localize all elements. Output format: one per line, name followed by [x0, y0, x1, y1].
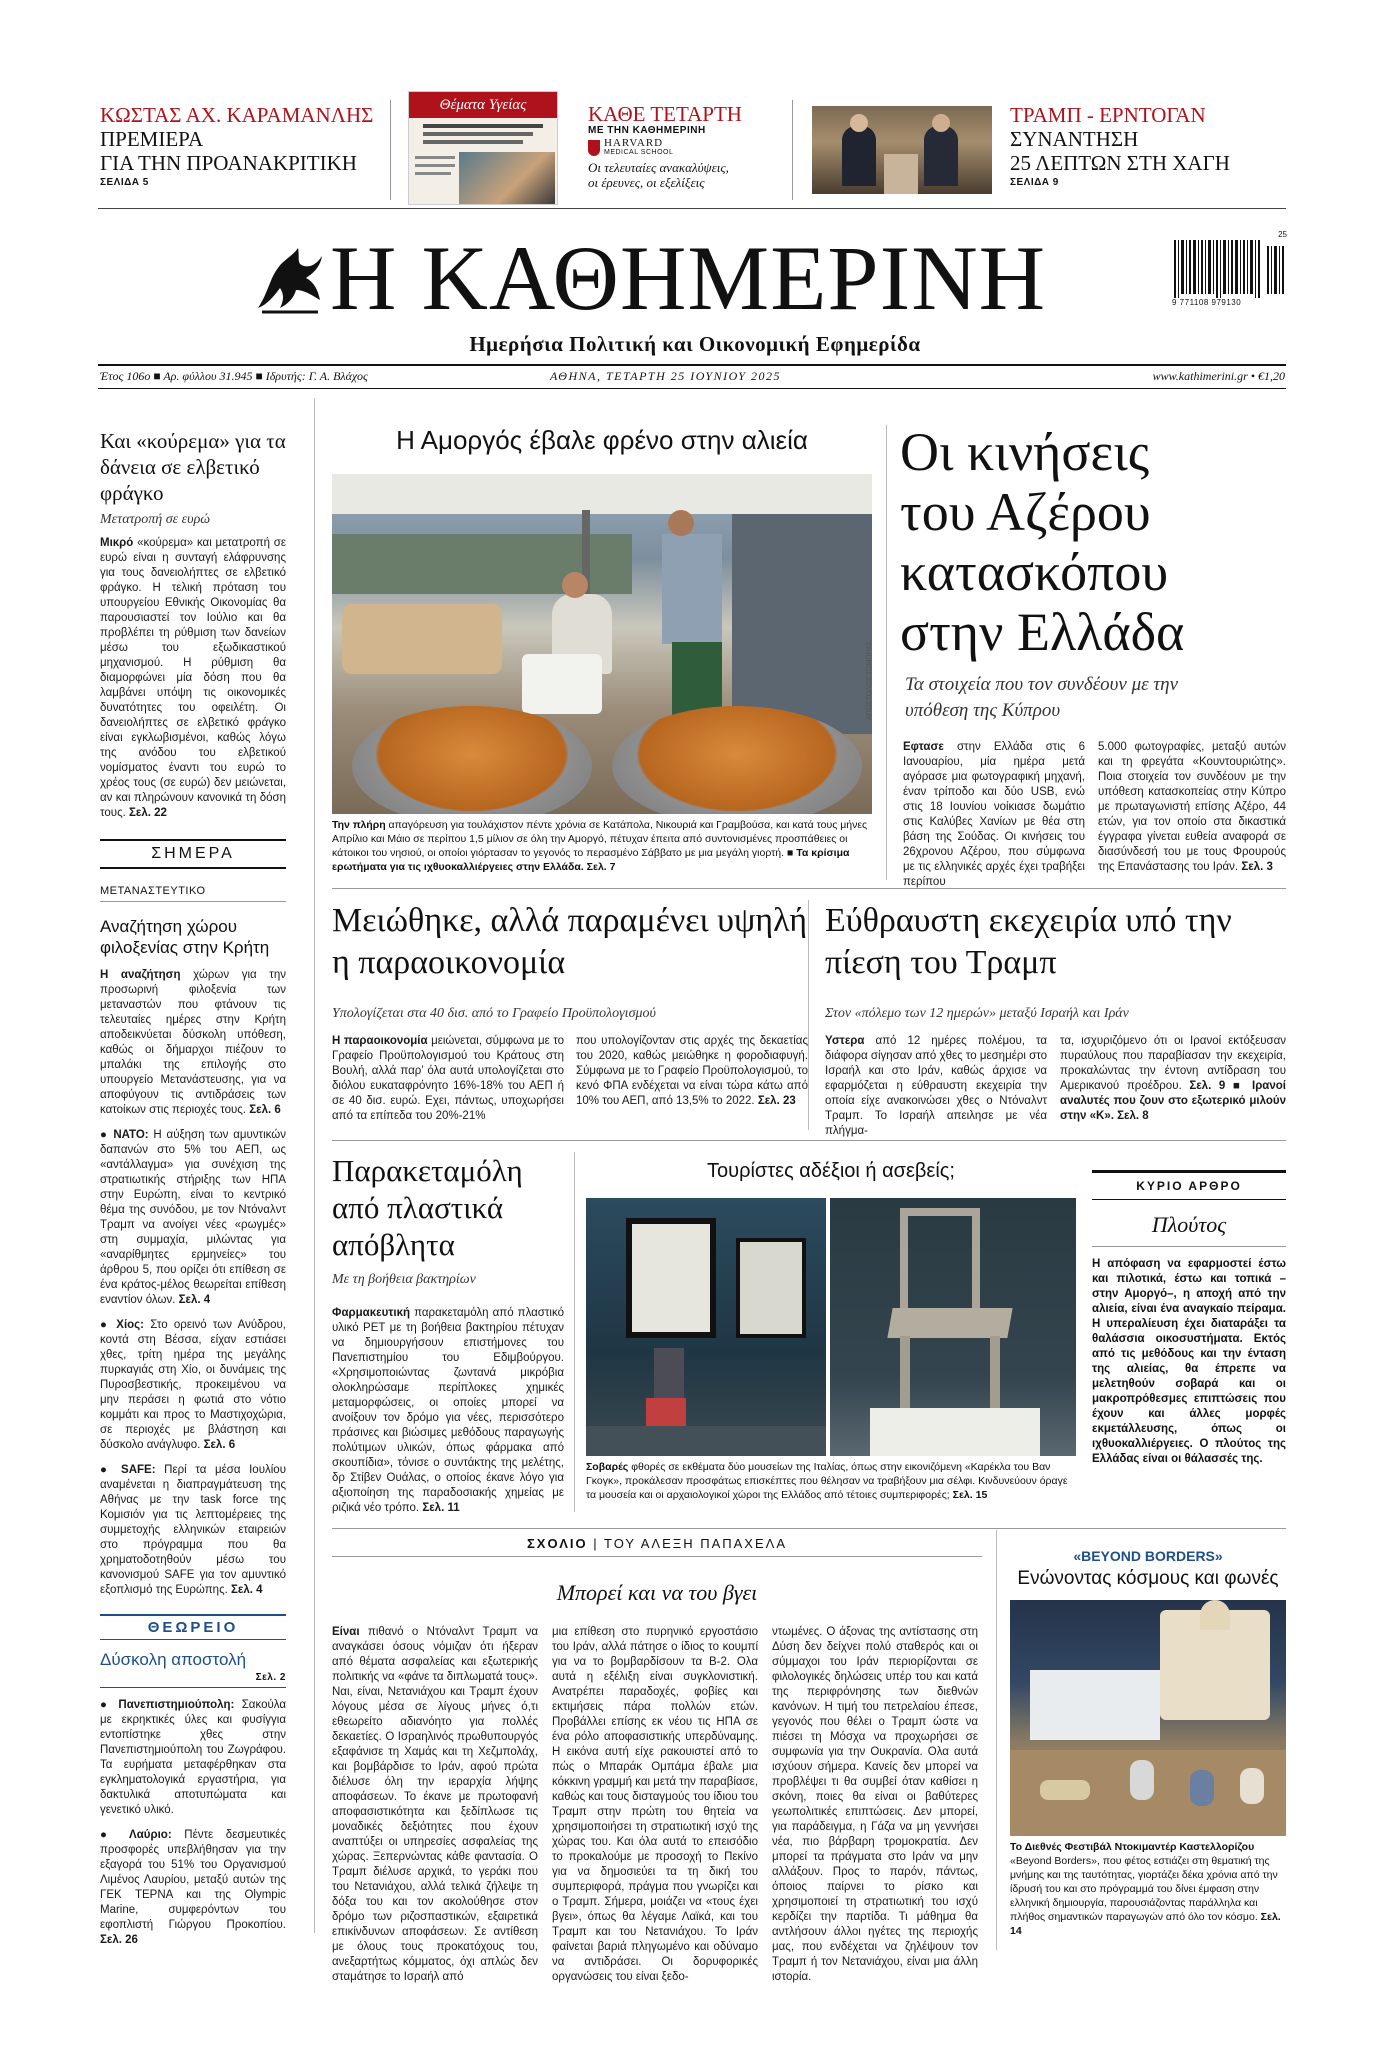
comment-col2: μια επίθεση στο πυρηνικό εργοστάσιο του Ιράν, αλλά πάτησε ο ίδιος το κουμπί για να το βομβαρδίσουν τα B-2. Ολα αυτά η εξέλιξη είναι συγκλονιστική. Ανατρέπει παραδοχές, φοβίες και εκτιμήσεις πάρα πολλών ετών. Προβάλλει επίσης εκ νέου τις ΗΠΑ σε ένα ρόλο αποφασιστικής υπερδύναμης. Η εικόνα αυτή είχε ρακουιστεί από το πώς ο Μπαράκ Ομπάμα έβαλε μια κόκκινη γραμμή και μετά την παραβίασε, καθώς και τους δισταγμούς του ίδιου του Τραμπ στην πρώτη του θητεία να χρησιμοποιήσει τη στρατιωτική ισχύ της χώρας του. Και όλα αυτά το επεισόδιο το προκαλούμε με προσοχή το Πεκίνο για να δημοσιεύει τα τη δική του συμπεριφορά, πράγμα που γνωρίζει και ο Τραμπ. Σήμερα, μοιάζει να «τους έχει βγει», όπως θα λέγαμε Λαϊκά, και του Τραμπ και του Νετανιάχου. Το Ιράν φαίνεται βαριά πληγωμένο και οδύναμο να αντιδράσει. Οι δορυφορικές οργανώσεις του είναι ξεδο- — [552, 1626, 758, 1983]
theorio-ref: Σελ. 2 — [255, 1672, 286, 1683]
paraoik-body-col2: που υπολογίζονταν στις αρχές της δεκαετίας του 2020, καθώς μειώθηκε η φοροδιαφυγή. Σύμφωνα με το Γραφείο Προϋπολογισμού, το κενό ΦΠΑ ενδέχεται να είναι τώρα κάτω από 10% του ΑΕΠ, από 13,5% το 2022. Σελ. 23 — [576, 1035, 808, 1107]
harvard-brand-sub: MEDICAL SCHOOL — [604, 149, 674, 156]
beyond-label: «BEYOND BORDERS» — [1073, 1548, 1223, 1564]
amorgos-headline[interactable]: Η Αμοργός έβαλε φρένο στην αλιεία — [396, 425, 808, 455]
magazine-cover-masthead: Θέματα Υγείας — [409, 92, 557, 118]
ekexeiria-headline[interactable]: Εύθραυστη εκεχειρία υπό την πίεση του Τραμπ — [825, 902, 1232, 981]
tourists-caption: Σοβαρές φθορές σε εκθέματα δύο μουσείων της Ιταλίας, όπως στην εικονιζόμενη «Καρέκλα του Βαν Γκογκ», προκάλεσαν προσφάτως επισκέπτες που θέλησαν να τραβήξουν μια σέλφι. Κινδυνεύουν όραγε τα μουσεία και οι αρχαιολογικοί χώροι της Ελλάδος από τέτοιες συμπεριφορές; Σελ. 15 — [586, 1461, 1068, 1501]
azeri-kicker: Τα στοιχεία που τον συνδέουν με την υπόθεση της Κύπρου — [905, 674, 1179, 721]
paraoik-kicker: Υπολογίζεται στα 40 δισ. από το Γραφείο Προϋπολογισμού — [332, 1006, 656, 1021]
paraoik-body-col1: Η παραοικονομία μειώνεται, σύμφωνα με το Γραφείο Προϋπολογισμού του Κράτους στη Βουλή, αλλά παρ’ όλα αυτά υπολογίζεται στο διόλου ευκαταφρόνητο 16%-18% του ΑΕΠ ή σε 40 δισ. ευρώ. Εχει, πάντως, υποχωρήσει από τα επίπεδα του 20%-21% — [332, 1035, 565, 1122]
story-headline[interactable]: Και «κούρεμα» για τα δάνεια σε ελβετικό φράγκο — [100, 429, 286, 505]
teaser-karamanlis[interactable] — [100, 103, 380, 198]
price-url: www.kathimerini.gr • €1,20 — [1152, 369, 1285, 383]
barcode-issue: 25 — [1278, 230, 1287, 239]
azeri-body-col1: Εφτασε στην Ελλάδα στις 6 Ιανουαρίου, μία ημέρα μετά αγόρασε μια φωτογραφική μηχανή, έναν τρίποδο και δύο USB, ενώ στις 18 Ιουνίου νοίκιασε δωμάτιο στις Καλύβες Χανίων με θέα στη βάση της Σούδας. Οι κινήσεις του 26χρονου Αζέρου, που σύμφωνα με τις ελληνικές αρχές έχει τραβήξει περίπου — [903, 741, 1085, 888]
festival-photo — [1010, 1600, 1286, 1836]
comment-col1: Είναι πιθανό ο Ντόναλντ Τραμπ να αναγκάσει όσους νόμιζαν ότι ήξεραν από θέματα ασφαλείας και εξωτερικής πολιτικής να «φάνε τα διπλωματά τους». Ναι, είναι, Νετανιάχου και Τραμπ έχουν λόγους μέσα σε λίγους μήνες ό,τι εθεωρείτο αδιανόητο για πολλές δεκαετίες. Ο Ισραηλινός πρωθυπουργός εξαφάνισε τη Χαμάς και τη Χεζμπολάχ, και βομβάρδισε το Ιράν, αφού πρώτα διέλυσε όλη την ιεραρχία λήψης αποφάσεων. Το έκανε με πρωτοφανή αποφασιστικότητα και ξεδίπλωσε τις μοναδικές δεξιότητες που έχουν αναπτύξει οι υπηρεσίες ασφαλείας της χώρας. Ξεπερνώντας κάθε φαντασία. Ο Τραμπ διέλυσε αρχικά, το γεράκι που του Νετανιάχου, αλλά τελικά ζήλεψε τη δόξα του και τον ακολούθησε στον δρόμο των ριζοσπαστικών, εξαιρετικά επικίνδυνων αποφάσεων. Σε αντίθεση με όλους τους προκατόχους του, ανεξαρτήτως κόμματος, όχι απλώς δεν σταμάτησε το Ισραήλ από — [332, 1626, 538, 1983]
teaser-title: ΚΑΘΕ ΤΕΤΑΡΤΗ — [588, 102, 742, 126]
masthead-tagline: Ημερήσια Πολιτική και Οικονομική Εφημερίδα — [469, 332, 921, 356]
tourists-headline[interactable]: Τουρίστες αδέξιοι ή ασεβείς; — [707, 1160, 955, 1182]
news-bullet: ● SAFE: Περί τα μέσα Ιουλίου αναμένεται η διαπραγμάτευση της Αθήνας με την task force της Κομισιόν για τις λεπτομέρειες της συμμετοχής ελληνικών εταιρειών στο πρόγραμμα που θα χρηματοδοτηθούν μέσω του κανονισμού SAFE για τον αμυντικό εξοπλισμό της Ευρώπης. Σελ. 4 — [100, 1464, 286, 1596]
trump-erdogan-photo — [812, 106, 992, 194]
teaser-title: ΚΩΣΤΑΣ ΑΧ. ΚΑΡΑΜΑΝΛΗΣ — [100, 103, 374, 127]
left-column — [100, 398, 286, 1958]
comment-label: ΣΧΟΛΙΟ — [526, 1536, 588, 1551]
issue-date: ΑΘΗΝΑ, ΤΕΤΑΡΤΗ 25 ΙΟΥΝΙΟΥ 2025 — [550, 369, 781, 383]
story-body: Η αναζήτηση χώρων για την προσωρινή φιλοξενία των μεταναστών που φτάνουν τις τελευταίες ημέρες στην Κρήτη αποδεικνύεται δύσκολη υπόθεση, καθώς οι δήμαρχοι πιέζουν το μπαλάκι της επιλογής στο υπουργείο Μετανάστευσης, για να αποφύγουν τις αντιδράσεις των κατοίκων στις περιοχές τους. Σελ. 6 — [100, 969, 286, 1116]
teaser-page: ΣΕΛΙΔΑ 9 — [1010, 177, 1059, 188]
magazine-cover[interactable] — [408, 91, 558, 205]
news-bullet: ● Λαύριο: Πέντε δεσμευτικές προσφορές υπεβλήθησαν για την εξαγορά του 51% του Οργανισμού Λιμένος Λαυρίου, μεταξύ αυτών της ΓΕΚ ΤΕΡΝΑ και της Olympic Marine, συμφερόντων του εφοπλιστή Γιώργου Προκοπίου. Σελ. 26 — [100, 1829, 286, 1946]
ekexeiria-body-col2: τα, ισχυριζόμενο ότι οι Ιρανοί εκτόξευσαν πυραύλους που παραβίασαν την εκεχειρία, προκαλώντας την έντονη αντίδραση του Αμερικανού προέδρου. Σελ. 9 ■ Ιρανοί αναλυτές που ζουν στο εξωτερικό μιλούν στην «Κ». Σελ. 8 — [1060, 1035, 1286, 1122]
paraoik-headline[interactable]: Μειώθηκε, αλλά παραμένει υψηλή η παραοικονομία — [332, 902, 808, 981]
editorial-label: ΚΥΡΙΟ ΑΡΘΡΟ — [1136, 1179, 1242, 1193]
story-body: Μικρό «κούρεμα» και μετατροπή σε ευρώ είναι η συνταγή ελάφρυνσης για τους δανειολήπτες σε ελβετικό φράγκο. Η τελική πρόταση του υπουργείου Εθνικής Οικονομίας θα παρουσιαστεί τον Ιούλιο και θα προβλέπει τη ρύθμιση των δανείων μέσω του εξωδικαστικού μηχανισμού. Η ρύθμιση θα διαμορφώνει μία δόση που θα λαμβάνει υπόψη τις οικονομικές δυνατότητες του οφειλέτη. Οι δανειολήπτες σε ελβετικό φράγκο είναι εγκλωβισμένοι, καθώς λόγω της ανόδου του ελβετικού νομίσματος έναντι του ευρώ το χρέος τους (σε ευρώ) δεν μειώνεται, αν και πληρώνουν κανονικά τη δόση τους. Σελ. 22 — [100, 537, 286, 819]
beyond-headline[interactable]: Ενώνοντας κόσμους και φωνές — [1017, 1568, 1279, 1589]
magazine-cover-photo — [459, 152, 555, 204]
teaser-title: ΤΡΑΜΠ - ΕΡΝΤΟΓΑΝ — [1010, 103, 1206, 127]
comment-author: ΤΟΥ ΑΛΕΞΗ ΠΑΠΑΧΕΛΑ — [603, 1536, 788, 1551]
teaser-page: ΣΕΛΙΔΑ 5 — [100, 177, 149, 188]
theorio-title[interactable]: Δύσκολη αποστολή — [100, 1650, 247, 1669]
editorial-box — [1092, 1170, 1286, 1500]
editorial-body: Η απόφαση να εφαρμοστεί έστω και πιλοτικά, έστω και τοπικά –στην Αμοργό–, η αποχή από την αλιεία, είναι ένα αναγκαίο πείραμα. Η υπεραλίευση έχει διαταράξει τα θαλάσσια οικοσυστήματα. Εκτός από τις μεθόδους και την ένταση της αλιείας, θα έπρεπε να μελετηθούν σοβαρά και οι μακροπρόθεσμες επιπτώσεις που έχουν και άλλες μορφές εκμετάλλευσης, όπως οι ιχθυοκαλλιέργειες. Ο πλούτος της Ελλάδας είναι οι θάλασσές της. — [1092, 1258, 1286, 1465]
story-kicker: Μετατροπή σε ευρώ — [100, 512, 211, 527]
comment-col3: ντωμένες. Ο άξονας της αντίστασης στη Δύση δεν δείχνει πολύ σταθερός και οι σύμμαχοι του Ιράν περιορίζονται σε φιλολογικές δηλώσεις υπέρ του και κατά της περιφρόνησης των διεθνών κανόνων. Η τιμή του πετρελαίου έπεσε, γεγονός που θέλει ο Τραμπ ώστε να πιέσει τη Μόσχα να προχωρήσει σε συμφωνία για την Ουκρανία. Ολα αυτά ισχύουν σήμερα. Κανείς δεν μπορεί να προβλέψει τι θα συμβεί όταν καθίσει η σκόνη, ποιες θα είναι οι βαθύτερες γεωπολιτικές επιπτώσεις. Δεν μπορεί, για παράδειγμα, η Γάζα να μη γεννήσει νέα, πιο βάρβαρη τρομοκρατία. Δεν μπορεί τα πράγματα στο Ιράν να μην αλλάξουν. Προς το παρόν, πάντως, όποιος παίρνει το ρίσκο και χρησιμοποιεί τη στρατιωτική του ισχύ κερδίζει την παρτίδα. Τι μάθημα θα αντλήσουν άλλοι ηγέτες της περιοχής μας, που ενδέχεται να ζηλέψουν τον Τραμπ ή τον Νετανιάχου, είναι μια άλλη ιστορία. — [772, 1626, 978, 1983]
section-label: ΜΕΤΑΝΑΣΤΕΥΤΙΚΟ — [100, 885, 286, 902]
festival-caption: Το Διεθνές Φεστιβάλ Ντοκιμαντέρ Καστελλορίζου «Beyond Borders», που φέτος εστιάζει στη θεματική της μνήμης και της ταυτότητας, γιορτάζει δέκα χρόνια από την ίδρυσή του και στο πρόγραμμά του δίνει έμφαση στην ελληνική δημιουργία, παρουσιάζοντας παράλληλα και πλήθος σημαντικών παραγωγών από όλο τον κόσμο. Σελ. 14 — [1010, 1841, 1281, 1937]
comment-header: ΣΧΟΛΙΟ | ΤΟΥ ΑΛΕΞΗ ΠΑΠΑΧΕΛΑ — [526, 1536, 788, 1551]
ekexeiria-kicker: Στον «πόλεμο των 12 ημερών» μεταξύ Ισραήλ και Ιράν — [825, 1006, 1129, 1021]
amorgos-caption: Την πλήρη απαγόρευση για τουλάχιστον πέντε χρόνια σε Κατάπολα, Νικουριά και Γραμβούσα, και κατά τους μήνες Απρίλιο και Μάιο σε περίπου 1,5 μίλιον σε όλη την Αμοργό, πέτυχαν έπειτα από συντονισμένες προσπάθειες οι κάτοικοι του νησιού, οι οποίοι γιόρτασαν το γεγονός το περασμένο Σάββατο με μια μεγάλη γιορτή. ■ Τα κρίσιμα ερωτήματα για τις ιχθυοκαλλιέργειες στην Ελλάδα. Σελ. 7 — [332, 819, 868, 873]
barcode-number: 9 771108 979130 — [1172, 298, 1242, 307]
teaser-harvard[interactable] — [588, 103, 788, 203]
griffin-logo — [248, 238, 328, 316]
museum-selfie-photo — [586, 1198, 826, 1456]
azeri-headline[interactable]: Οι κινήσεις του Αζέρου κατασκόπου στην Ελλάδα — [900, 422, 1185, 662]
teaser-subtitle: Οι τελευταίες ανακαλύψεις, οι έρευνες, οι εξελίξεις — [588, 160, 729, 190]
news-bullet: ● Πανεπιστημιούπολη: Σακούλα με εκρηκτικές ύλες και φυσίγγια εντοπίστηκε χθες στην Πανεπιστημιούπολη του Ζωγράφου. Τα ευρήματα μεταφέρθηκαν στα εγκληματολογικά εργαστήρια, για δακτυλικά αποτυπώματα και γενετικό υλικό. — [100, 1699, 286, 1816]
comment-title[interactable]: Μπορεί και να του βγει — [556, 1580, 758, 1605]
harvard-shield-icon — [588, 140, 600, 156]
news-bullet: ● ΝΑΤΟ: Η αύξηση των αμυντικών δαπανών στο 5% του ΑΕΠ, ως «αντάλλαγμα» για συνέχιση της στρατιωτικής στήριξης των ΗΠΑ στην Ευρώπη, είναι το κεντρικό θέμα της συνόδου, με τον Ντόναλντ Τραμπ να ανοίγει νέες «ρωγμές» στη συμμαχία, μιλώντας για «αναρίθμητες ερμηνείες» του άρθρου 5, που ορίζει ότι επίθεση σε ένα κράτος-μέλος θεωρείται επίθεση εναντίον όλων. Σελ. 4 — [100, 1129, 286, 1306]
teaser-subtitle: ΠΡΕΜΙΕΡΑ ΓΙΑ ΤΗΝ ΠΡΟΑΝΑΚΡΙΤΙΚΗ — [100, 127, 357, 175]
plastic-headline[interactable]: Παρακεταμόλη από πλαστικά απόβλητα — [332, 1153, 523, 1262]
section-theorio: ΘΕΩΡΕΙΟ — [147, 1619, 239, 1636]
news-bullet: ● Χίος: Στο ορεινό των Ανύδρου, κοντά στη Βέσσα, είχαν εστιάσει χθες, τρίτη ημέρα της μεγάλης πυρκαγιάς στη Χίο, οι δυνάμεις της Πυροσβεστικής, προκειμένου να μην περάσει η φωτιά στο νότιο κομμάτι και προς το Μαστιχοχώρια, σε περιοχές με βλάστηση και δύσκολο ανάγλυφο. Σελ. 6 — [100, 1319, 286, 1451]
issue-info: Έτος 106ο ■ Αρ. φύλλου 31.945 ■ Ιδρυτής: Γ. Α. Βλάχος — [100, 369, 368, 383]
azeri-body-col2: 5.000 φωτογραφίες, μεταξύ αυτών και τη φρεγάτα «Κουντουριώτης». Ποια στοιχεία τον συνδέουν με την υπόθεση κατασκοπείας στην Κύπρο με πρωταγωνιστή επίσης Αζέρο, 44 ετών, για τον οποίο στα δικαστικά έγγραφα γίνεται ευθεία αναφορά σε διασύνδεσή του με τους Φρουρούς της Επανάστασης του Ιράν. Σελ. 3 — [1098, 741, 1286, 873]
section-simera: ΣΗΜΕΡΑ — [151, 845, 235, 862]
editorial-title[interactable]: Πλούτος — [1151, 1212, 1227, 1237]
harvard-brand: HARVARD — [604, 137, 664, 149]
van-gogh-chair-photo — [830, 1198, 1076, 1456]
story-headline[interactable]: Αναζήτηση χώρου φιλοξενίας στην Κρήτη — [100, 917, 270, 957]
photo-credit: ΑΠΟΣΤΟΛΟΣ ΤΟΜΠΡΑΣ — [866, 641, 873, 720]
ekexeiria-body-col1: Υστερα από 12 ημέρες πολέμου, τα διάφορα σίγησαν από χθες το μεσημέρι στο Ισραήλ και στο Ιράν, καθώς άρχισε να εφαρμόζεται η εύθραυστη εκεχειρία την οποία είχε ανακοινώσει χθες ο Ντόναλντ Τραμπ. Το Ισραήλ απειλησε με νέα πλήγμα- — [825, 1035, 1047, 1137]
teaser-tag: ΜΕ ΤΗΝ ΚΑΘΗΜΕΡΙΝΗ — [588, 125, 706, 136]
plastic-kicker: Με τη βοήθεια βακτηρίων — [332, 1272, 476, 1287]
teaser-subtitle: ΣΥΝΑΝΤΗΣΗ 25 ΛΕΠΤΩΝ ΣΤΗ ΧΑΓΗ — [1010, 127, 1230, 175]
teaser-trump-erdogan[interactable] — [1010, 103, 1310, 198]
barcode — [1172, 230, 1287, 308]
masthead-title[interactable]: Η ΚΑΘΗΜΕΡΙΝΗ — [330, 227, 1047, 329]
plastic-body: Φαρμακευτική παρακεταμόλη από πλαστικό υλικό PET με τη βοήθεια βακτηρίου πέτυχαν να δημιουργήσουν επιστήμονες του Πανεπιστημίου του Εδιμβούργου. «Χρησιμοποιώντας ζωντανά μικρόβια ολοκληρώσαμε περίπλοκες χημικές μεταμορφώσεις, οι οποίες μπορεί να ανοίξουν τον δρόμο για νέες, περισσότερο πράσινες και βιώσιμες μεθόδους παραγωγής πολύτιμων υλικών, όπως φάρμακα από σκουπίδια», τόνισε ο συντάκτης της μελέτης, δρ Στίβεν Ουάλας, ο οποίος έκανε λόγο για αξιοποίηση της παραδοσιακής χημείας με ριζικά νέο τρόπο. Σελ. 11 — [332, 1307, 564, 1514]
amorgos-photo — [332, 474, 872, 814]
